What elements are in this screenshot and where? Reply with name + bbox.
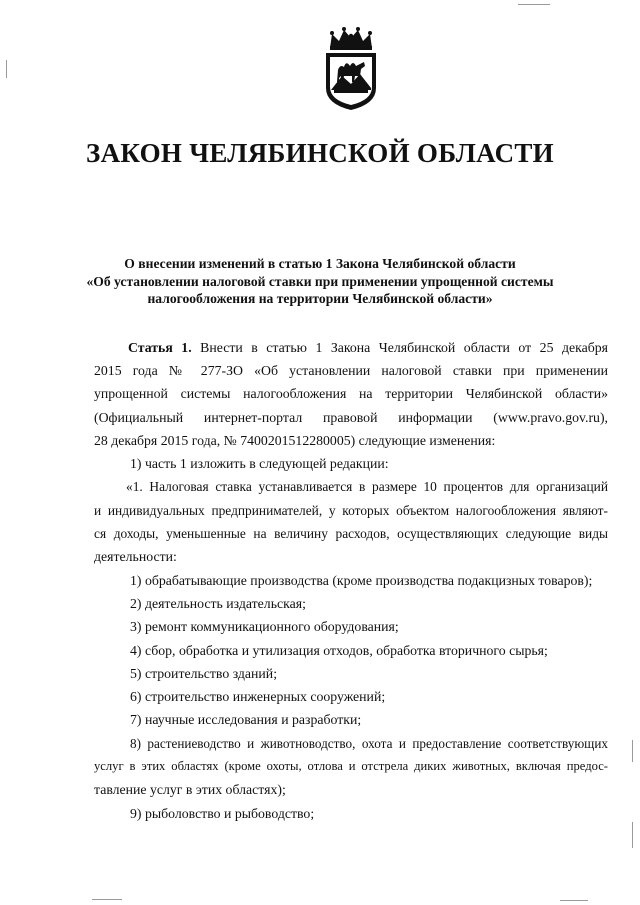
- article-label: Статья 1.: [128, 340, 192, 355]
- part-line: 1) часть 1 изложить в следующей редакции:: [130, 456, 389, 472]
- list-item-8-line: тавление услуг в этих областях);: [94, 782, 286, 798]
- scan-edge-mark-top: [518, 4, 550, 5]
- quote-line: ся доходы, уменьшенные на величину расходов, осуществляющих следующие виды: [94, 526, 608, 542]
- law-body: [118, 336, 608, 359]
- article-line: (Официальный интернет-портал правовой информации (www.pravo.gov.ru),: [94, 409, 608, 425]
- chelyabinsk-coat-of-arms-icon: [322, 26, 380, 112]
- law-title: ЗАКОН ЧЕЛЯБИНСКОЙ ОБЛАСТИ: [86, 138, 554, 168]
- list-item: 7) научные исследования и разработки;: [130, 712, 362, 728]
- subtitle-line: О внесении изменений в статью 1 Закона Челябинской области: [124, 256, 516, 271]
- article-line: упрощенной системы налогообложения на территории Челябинской области»: [94, 386, 608, 402]
- law-subtitle: [60, 255, 580, 308]
- subtitle-line: «Об установлении налоговой ставки при применении упрощенной системы: [86, 273, 554, 289]
- list-item: 6) строительство инженерных сооружений;: [130, 689, 386, 705]
- scan-edge-mark-bottom-left: [92, 899, 122, 900]
- quote-line: деятельности:: [94, 549, 177, 565]
- quote-line: и индивидуальных предпринимателей, у которых объектом налогообложения являют-: [94, 502, 608, 518]
- article-heading-line: [128, 336, 608, 359]
- scan-edge-mark-right-low: [632, 822, 633, 848]
- list-item: 9) рыболовство и рыбоводство;: [130, 805, 315, 821]
- list-item: 5) строительство зданий;: [130, 665, 278, 681]
- article-line: 28 декабря 2015 года, № 7400201512280005) следующие изменения:: [94, 432, 496, 448]
- article-line: 2015 года № 277-ЗО «Об установлении налоговой ставки при применении: [94, 363, 608, 378]
- scan-edge-mark-right: [632, 740, 633, 762]
- scan-edge-mark-left: [6, 60, 7, 78]
- law-body-main: [94, 359, 608, 825]
- list-item: 3) ремонт коммуникационного оборудования;: [130, 619, 399, 635]
- list-item-8-line: услуг в этих областях (кроме охоты, отлова и отстрела диких животных, включая предос-: [94, 759, 608, 774]
- list-item: 2) деятельность издательская;: [130, 595, 306, 611]
- list-item-8-line: 8) растениеводство и животноводство, охота и предоставление соответствующих: [130, 735, 608, 751]
- list-item: 1) обрабатывающие производства (кроме производства подакцизных товаров);: [130, 572, 593, 588]
- quote-line: «1. Налоговая ставка устанавливается в размере 10 процентов для организаций: [126, 479, 608, 495]
- scan-edge-mark-bottom-right: [560, 900, 588, 901]
- subtitle-line: налогообложения на территории Челябинской области»: [147, 291, 493, 306]
- article-first-line: Внести в статью 1 Закона Челябинской области от 25 декабря: [200, 340, 608, 355]
- list-item: 4) сбор, обработка и утилизация отходов, обработка вторичного сырья;: [130, 642, 548, 658]
